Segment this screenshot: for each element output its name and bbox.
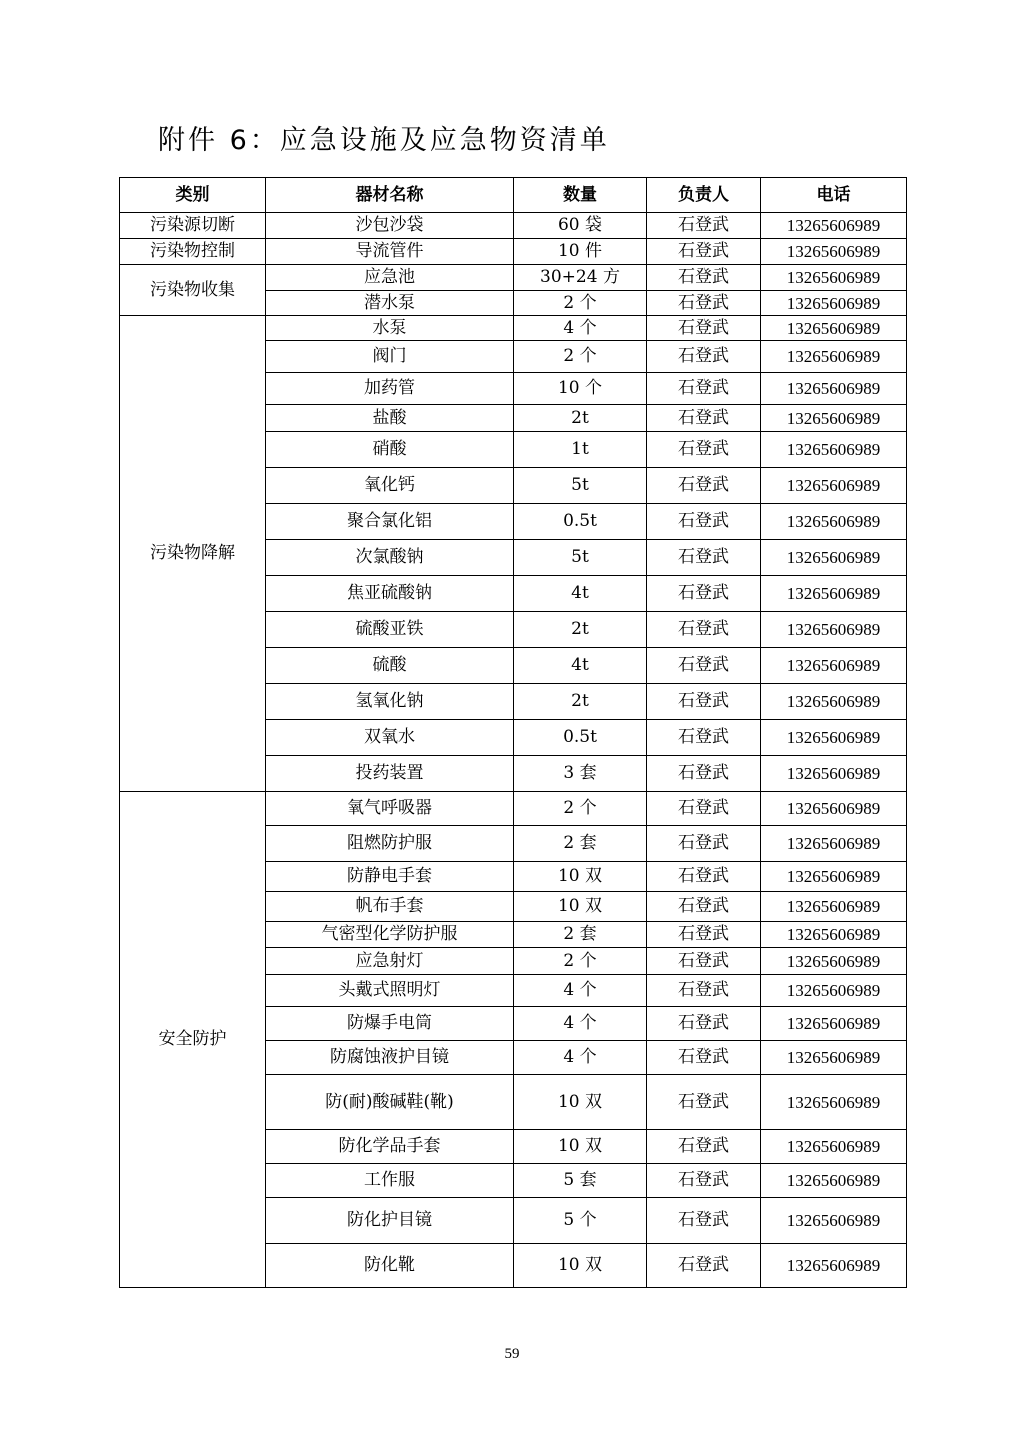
table-row	[120, 316, 907, 341]
quantity-cell: 10 双	[514, 1075, 647, 1130]
equipment-name-cell: 阻燃防护服	[266, 826, 514, 862]
header-phone: 电话	[761, 178, 907, 213]
quantity-cell: 4 个	[514, 1007, 647, 1041]
responsible-person-cell: 石登武	[647, 922, 761, 948]
quantity-cell: 10 双	[514, 862, 647, 892]
responsible-person-cell: 石登武	[647, 213, 761, 239]
category-cell: 污染物降解	[120, 316, 266, 792]
phone-cell: 13265606989	[761, 540, 907, 576]
category-cell: 污染物收集	[120, 265, 266, 316]
equipment-name-cell: 硫酸	[266, 648, 514, 684]
quantity-cell: 4t	[514, 576, 647, 612]
equipment-name-cell: 防腐蚀液护目镜	[266, 1041, 514, 1075]
quantity-cell: 2 个	[514, 341, 647, 373]
quantity-cell: 5t	[514, 468, 647, 504]
responsible-person-cell: 石登武	[647, 648, 761, 684]
equipment-name-cell: 防爆手电筒	[266, 1007, 514, 1041]
responsible-person-cell: 石登武	[647, 576, 761, 612]
phone-cell: 13265606989	[761, 239, 907, 265]
quantity-cell: 60 袋	[514, 213, 647, 239]
equipment-name-cell: 头戴式照明灯	[266, 975, 514, 1007]
table-header-row	[120, 178, 907, 213]
equipment-name-cell: 防化护目镜	[266, 1198, 514, 1244]
quantity-cell: 2 个	[514, 792, 647, 826]
equipment-name-cell: 帆布手套	[266, 892, 514, 922]
equipment-name-cell: 盐酸	[266, 405, 514, 432]
responsible-person-cell: 石登武	[647, 239, 761, 265]
equipment-name-cell: 焦亚硫酸钠	[266, 576, 514, 612]
responsible-person-cell: 石登武	[647, 373, 761, 405]
responsible-person-cell: 石登武	[647, 316, 761, 341]
phone-cell: 13265606989	[761, 1041, 907, 1075]
phone-cell: 13265606989	[761, 1007, 907, 1041]
responsible-person-cell: 石登武	[647, 975, 761, 1007]
responsible-person-cell: 石登武	[647, 1075, 761, 1130]
phone-cell: 13265606989	[761, 922, 907, 948]
phone-cell: 13265606989	[761, 648, 907, 684]
equipment-name-cell: 次氯酸钠	[266, 540, 514, 576]
category-cell: 污染源切断	[120, 213, 266, 239]
quantity-cell: 10 双	[514, 1130, 647, 1164]
equipment-name-cell: 潜水泵	[266, 291, 514, 316]
phone-cell: 13265606989	[761, 213, 907, 239]
equipment-name-cell: 硝酸	[266, 432, 514, 468]
equipment-name-cell: 防静电手套	[266, 862, 514, 892]
quantity-cell: 2 套	[514, 922, 647, 948]
equipment-name-cell: 阀门	[266, 341, 514, 373]
equipment-name-cell: 硫酸亚铁	[266, 612, 514, 648]
header-responsible-person: 负责人	[647, 178, 761, 213]
quantity-cell: 4 个	[514, 975, 647, 1007]
phone-cell: 13265606989	[761, 826, 907, 862]
page-title: 附件 6：应急设施及应急物资清单	[158, 125, 610, 156]
responsible-person-cell: 石登武	[647, 826, 761, 862]
header-equipment-name: 器材名称	[266, 178, 514, 213]
phone-cell: 13265606989	[761, 720, 907, 756]
table-row	[120, 239, 907, 265]
phone-cell: 13265606989	[761, 612, 907, 648]
quantity-cell: 10 件	[514, 239, 647, 265]
phone-cell: 13265606989	[761, 792, 907, 826]
quantity-cell: 0.5t	[514, 720, 647, 756]
equipment-name-cell: 工作服	[266, 1164, 514, 1198]
quantity-cell: 10 个	[514, 373, 647, 405]
quantity-cell: 5 个	[514, 1198, 647, 1244]
responsible-person-cell: 石登武	[647, 265, 761, 291]
responsible-person-cell: 石登武	[647, 756, 761, 792]
quantity-cell: 2 个	[514, 948, 647, 975]
responsible-person-cell: 石登武	[647, 792, 761, 826]
responsible-person-cell: 石登武	[647, 341, 761, 373]
quantity-cell: 5 套	[514, 1164, 647, 1198]
quantity-cell: 0.5t	[514, 504, 647, 540]
responsible-person-cell: 石登武	[647, 1198, 761, 1244]
phone-cell: 13265606989	[761, 405, 907, 432]
quantity-cell: 5t	[514, 540, 647, 576]
equipment-name-cell: 聚合氯化铝	[266, 504, 514, 540]
phone-cell: 13265606989	[761, 1164, 907, 1198]
phone-cell: 13265606989	[761, 1130, 907, 1164]
equipment-name-cell: 氧化钙	[266, 468, 514, 504]
phone-cell: 13265606989	[761, 291, 907, 316]
phone-cell: 13265606989	[761, 316, 907, 341]
quantity-cell: 2 个	[514, 291, 647, 316]
equipment-name-cell: 加药管	[266, 373, 514, 405]
equipment-name-cell: 双氧水	[266, 720, 514, 756]
category-cell: 安全防护	[120, 792, 266, 1288]
phone-cell: 13265606989	[761, 1244, 907, 1288]
responsible-person-cell: 石登武	[647, 684, 761, 720]
responsible-person-cell: 石登武	[647, 504, 761, 540]
quantity-cell: 30+24 方	[514, 265, 647, 291]
page-number: 59	[504, 1346, 520, 1362]
responsible-person-cell: 石登武	[647, 948, 761, 975]
equipment-name-cell: 沙包沙袋	[266, 213, 514, 239]
phone-cell: 13265606989	[761, 948, 907, 975]
phone-cell: 13265606989	[761, 684, 907, 720]
phone-cell: 13265606989	[761, 1075, 907, 1130]
header-category: 类别	[120, 178, 266, 213]
responsible-person-cell: 石登武	[647, 720, 761, 756]
table-row	[120, 265, 907, 291]
responsible-person-cell: 石登武	[647, 405, 761, 432]
table-row	[120, 213, 907, 239]
equipment-name-cell: 导流管件	[266, 239, 514, 265]
phone-cell: 13265606989	[761, 576, 907, 612]
phone-cell: 13265606989	[761, 265, 907, 291]
phone-cell: 13265606989	[761, 504, 907, 540]
responsible-person-cell: 石登武	[647, 892, 761, 922]
quantity-cell: 2t	[514, 612, 647, 648]
equipment-name-cell: 防化学品手套	[266, 1130, 514, 1164]
responsible-person-cell: 石登武	[647, 1041, 761, 1075]
equipment-name-cell: 防(耐)酸碱鞋(靴)	[266, 1075, 514, 1130]
quantity-cell: 1t	[514, 432, 647, 468]
header-quantity: 数量	[514, 178, 647, 213]
phone-cell: 13265606989	[761, 756, 907, 792]
responsible-person-cell: 石登武	[647, 1007, 761, 1041]
equipment-name-cell: 投药装置	[266, 756, 514, 792]
responsible-person-cell: 石登武	[647, 1244, 761, 1288]
quantity-cell: 4t	[514, 648, 647, 684]
equipment-name-cell: 水泵	[266, 316, 514, 341]
phone-cell: 13265606989	[761, 468, 907, 504]
inventory-table	[119, 177, 907, 1288]
equipment-name-cell: 氢氧化钠	[266, 684, 514, 720]
phone-cell: 13265606989	[761, 373, 907, 405]
equipment-name-cell: 气密型化学防护服	[266, 922, 514, 948]
category-cell: 污染物控制	[120, 239, 266, 265]
phone-cell: 13265606989	[761, 432, 907, 468]
quantity-cell: 10 双	[514, 892, 647, 922]
responsible-person-cell: 石登武	[647, 612, 761, 648]
responsible-person-cell: 石登武	[647, 1164, 761, 1198]
quantity-cell: 10 双	[514, 1244, 647, 1288]
table-row	[120, 792, 907, 826]
responsible-person-cell: 石登武	[647, 468, 761, 504]
phone-cell: 13265606989	[761, 892, 907, 922]
quantity-cell: 2 套	[514, 826, 647, 862]
responsible-person-cell: 石登武	[647, 432, 761, 468]
quantity-cell: 4 个	[514, 1041, 647, 1075]
phone-cell: 13265606989	[761, 862, 907, 892]
responsible-person-cell: 石登武	[647, 291, 761, 316]
equipment-name-cell: 防化靴	[266, 1244, 514, 1288]
quantity-cell: 2t	[514, 684, 647, 720]
quantity-cell: 4 个	[514, 316, 647, 341]
equipment-name-cell: 氧气呼吸器	[266, 792, 514, 826]
phone-cell: 13265606989	[761, 975, 907, 1007]
quantity-cell: 3 套	[514, 756, 647, 792]
responsible-person-cell: 石登武	[647, 540, 761, 576]
equipment-name-cell: 应急射灯	[266, 948, 514, 975]
quantity-cell: 2t	[514, 405, 647, 432]
phone-cell: 13265606989	[761, 1198, 907, 1244]
responsible-person-cell: 石登武	[647, 1130, 761, 1164]
responsible-person-cell: 石登武	[647, 862, 761, 892]
equipment-name-cell: 应急池	[266, 265, 514, 291]
phone-cell: 13265606989	[761, 341, 907, 373]
